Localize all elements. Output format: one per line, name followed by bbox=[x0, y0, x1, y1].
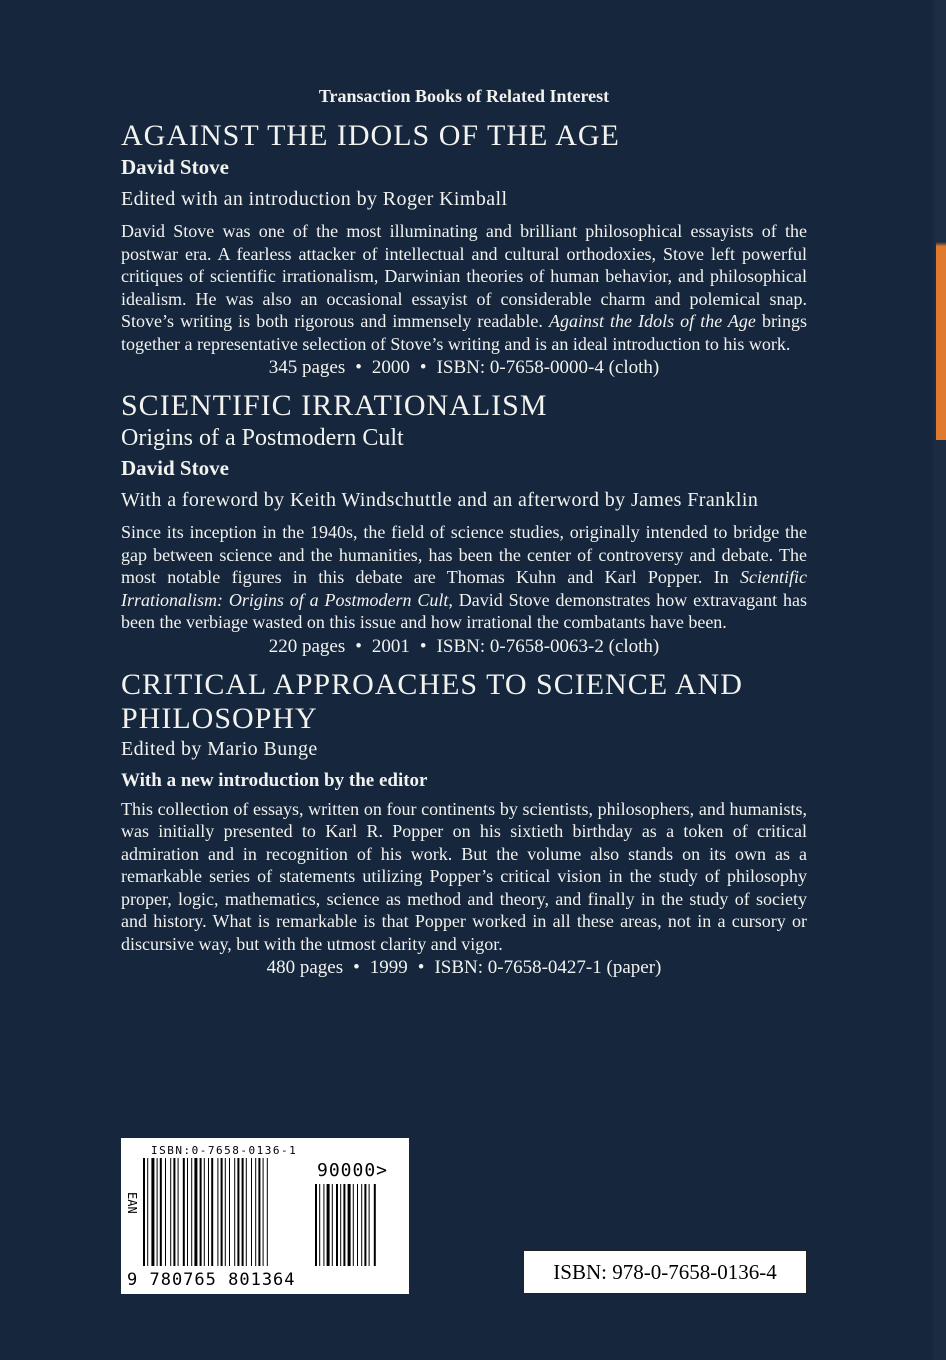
isbn13-label: ISBN: 978-0-7658-0136-4 bbox=[523, 1250, 807, 1294]
series-heading: Transaction Books of Related Interest bbox=[318, 86, 610, 106]
description-text: brings together a representative selection of Stove’s writing and is an ideal introduction to his work. bbox=[121, 311, 807, 354]
description-italic-title: Scientific Irrationalism: Origins of a Postmodern Cult bbox=[121, 567, 807, 610]
cover-edge-accent bbox=[936, 0, 946, 440]
book-entry bbox=[121, 119, 807, 379]
book-subtitle: Origins of a Postmodern Cult bbox=[121, 425, 404, 451]
barcode-addon-bar bbox=[364, 1184, 366, 1266]
barcode-bar bbox=[255, 1158, 256, 1266]
barcode-bar bbox=[178, 1158, 179, 1266]
barcode-digits: 9 780765 801364 bbox=[127, 1270, 296, 1290]
barcode-bar bbox=[204, 1158, 205, 1266]
barcode-addon-bar bbox=[369, 1184, 370, 1266]
barcode-bar bbox=[237, 1158, 239, 1266]
barcode-addon-bar bbox=[343, 1184, 345, 1266]
barcode-addon-bar bbox=[323, 1184, 324, 1266]
description-italic-title: Against the Idols of the Age bbox=[548, 311, 756, 331]
book-author: David Stove bbox=[121, 155, 229, 179]
book-year: 1999 bbox=[369, 957, 408, 978]
book-editor-note: With a new introduction by the editor bbox=[121, 769, 428, 791]
barcode-bar bbox=[143, 1158, 145, 1266]
separator: • bbox=[355, 635, 362, 657]
barcode-bar bbox=[242, 1158, 244, 1266]
barcode-addon-bar bbox=[357, 1184, 358, 1266]
book-isbn: ISBN: 0-7658-0000-4 (cloth) bbox=[436, 357, 660, 378]
barcode-bar bbox=[183, 1158, 185, 1266]
barcode-bar bbox=[211, 1158, 213, 1266]
barcode-addon-bar bbox=[336, 1184, 338, 1266]
barcode-bar bbox=[165, 1158, 166, 1266]
book-meta bbox=[121, 636, 807, 658]
book-meta bbox=[121, 957, 807, 979]
book-title: AGAINST THE IDOLS OF THE AGE bbox=[121, 119, 620, 152]
barcode-bar bbox=[187, 1158, 188, 1266]
barcode-bar bbox=[221, 1158, 223, 1266]
barcode-bar bbox=[200, 1158, 202, 1266]
book-pages: 220 pages bbox=[268, 635, 346, 657]
barcode-bar bbox=[208, 1158, 209, 1266]
barcode-addon-bar bbox=[332, 1184, 333, 1266]
barcode-addon-bar bbox=[353, 1184, 354, 1266]
book-description bbox=[121, 220, 807, 355]
description-text: David Stove was one of the most illuminating and brilliant philosophical essayists of the postwar era. A fearless attacker of intellectual and cultural orthodoxies, Stove left powerful critiques of scientific irrationalism, Darwinian theories of human behavior, and philosophical idealism. He was also an occasional essayist of considerable charm and polemical snap. Stove’s writing is both rigorous and immensely readable. bbox=[121, 221, 807, 331]
barcode-bar bbox=[258, 1158, 260, 1266]
barcode-bar bbox=[147, 1158, 148, 1266]
barcode-addon-bar bbox=[319, 1184, 320, 1266]
book-title: CRITICAL APPROACHES TO SCIENCE AND PHILOSOPHY bbox=[121, 667, 743, 735]
book-entry bbox=[121, 668, 807, 980]
back-cover-content bbox=[121, 86, 807, 989]
barcode-bar bbox=[151, 1158, 154, 1266]
separator: • bbox=[419, 357, 427, 378]
book-entry bbox=[121, 389, 807, 658]
book-year: 2000 bbox=[371, 357, 410, 378]
barcode-bar bbox=[191, 1158, 192, 1266]
barcode-bar bbox=[217, 1158, 218, 1266]
book-editor: With a foreword by Keith Windschuttle and an afterword by James Franklin bbox=[121, 489, 759, 511]
book-editor: Edited with an introduction by Roger Kimball bbox=[121, 188, 508, 210]
barcode-bar bbox=[251, 1158, 252, 1266]
barcode-addon-bar bbox=[348, 1184, 351, 1266]
barcode-addon-bar bbox=[374, 1184, 376, 1266]
barcode bbox=[121, 1138, 409, 1294]
book-isbn: ISBN: 0-7658-0427-1 (paper) bbox=[434, 957, 662, 978]
barcode-ean-label: EAN bbox=[125, 1192, 139, 1214]
book-editor: Edited by Mario Bunge bbox=[121, 737, 318, 760]
book-meta bbox=[121, 357, 807, 379]
book-pages: 345 pages bbox=[268, 357, 346, 378]
book-description: This collection of essays, written on four continents by scientists, philosophers, and humanists, was initially presented to Karl R. Popper on his sixtieth birthday as a token of critical admiration and in recognition of his work. But the volume also stands on its own as a remarkable series of statements utilizing Popper’s critical vision in the study of philosophy proper, logic, mathematics, science as method and theory, and finally in the study of society and history. What is remarkable is that Popper worked in all these areas, not in a cursory or discursive way, but with the utmost clarity and vigor. bbox=[121, 798, 807, 954]
book-isbn: ISBN: 0-7658-0063-2 (cloth) bbox=[436, 635, 660, 657]
book-pages: 480 pages bbox=[266, 957, 344, 978]
barcode-bar bbox=[225, 1158, 226, 1266]
barcode-bar bbox=[157, 1158, 158, 1266]
barcode-bar bbox=[263, 1158, 264, 1266]
barcode-addon-bar bbox=[327, 1184, 330, 1266]
separator: • bbox=[353, 957, 360, 978]
barcode-bar bbox=[194, 1158, 197, 1266]
barcode-bar bbox=[267, 1158, 268, 1266]
book-author: David Stove bbox=[121, 456, 229, 480]
separator: • bbox=[419, 635, 427, 657]
separator: • bbox=[355, 357, 362, 378]
book-description bbox=[121, 521, 807, 634]
book-year: 2001 bbox=[371, 635, 410, 657]
barcode-bar bbox=[173, 1158, 175, 1266]
barcode-bar bbox=[229, 1158, 230, 1266]
barcode-addon-bar bbox=[361, 1184, 362, 1266]
barcode-bar bbox=[246, 1158, 247, 1266]
barcode-isbn-label: ISBN:0-7658-0136-1 bbox=[151, 1144, 298, 1157]
barcode-bar bbox=[160, 1158, 162, 1266]
book-title: SCIENTIFIC IRRATIONALISM bbox=[121, 389, 548, 422]
barcode-bar bbox=[234, 1158, 235, 1266]
barcode-addon-bar bbox=[315, 1184, 317, 1266]
description-text: , David Stove demonstrates how extravagant has been the verbiage wasted on this issue and how irrational the combatants have been. bbox=[121, 589, 807, 632]
separator: • bbox=[417, 957, 425, 978]
description-text: Since its inception in the 1940s, the field of science studies, originally intended to bridge the gap between science and the humanities, has been the center of controversy and debate. The most notable figures in this debate are Thomas Kuhn and Karl Popper. In bbox=[121, 522, 807, 587]
barcode-addon-bar bbox=[340, 1184, 341, 1266]
barcode-bar bbox=[170, 1158, 171, 1266]
barcode-price-code: 90000> bbox=[317, 1160, 389, 1181]
